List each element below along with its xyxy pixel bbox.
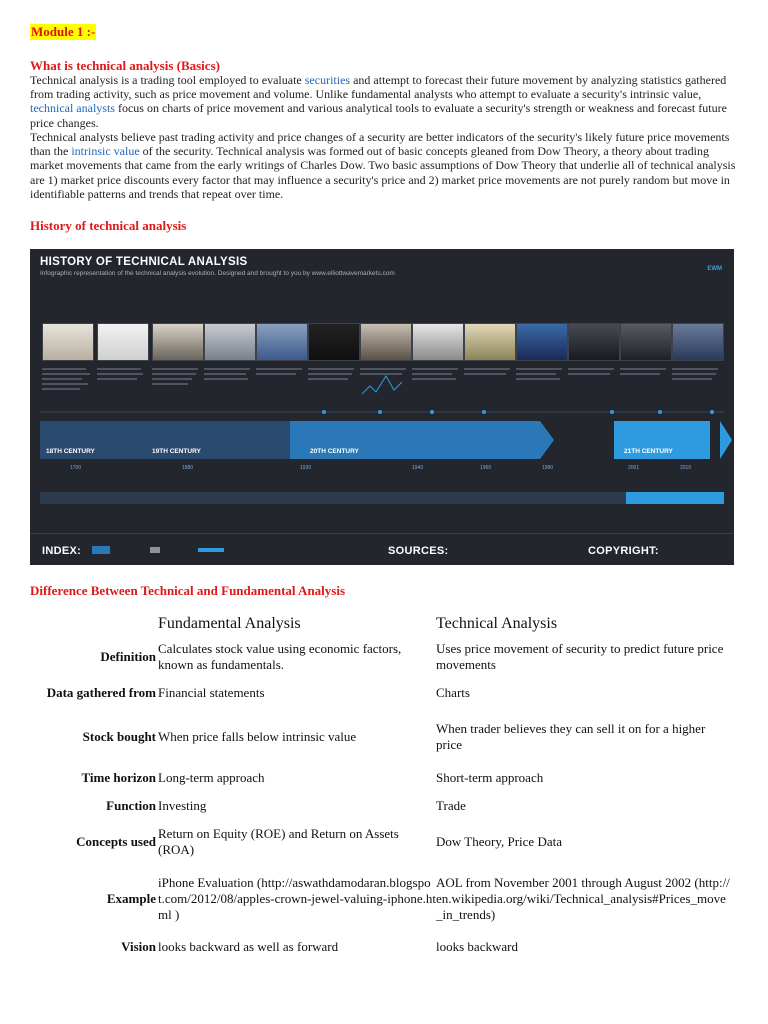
heading-difference: Difference Between Technical and Fundamental Analysis <box>30 583 346 598</box>
technical-cell: Charts <box>436 685 470 700</box>
fundamental-cell: looks backward as well as forward <box>158 939 339 954</box>
year-label: 2001 <box>628 465 640 471</box>
table-row <box>40 638 730 676</box>
table-header-row <box>40 612 730 638</box>
newspaper-image <box>204 323 256 361</box>
footer-index-label: INDEX: <box>42 545 82 557</box>
timeline-arrowhead <box>540 421 554 459</box>
year-label: 1700 <box>70 465 82 471</box>
footer-sources-label: SOURCES: <box>388 545 449 557</box>
table-row <box>40 710 730 764</box>
comparison-table <box>40 612 730 960</box>
row-label: Vision <box>121 939 156 954</box>
century-label-18th: 18TH CENTURY <box>46 448 95 455</box>
fundamental-cell: Calculates stock value using economic factors, known as fundamentals. <box>158 641 402 672</box>
para1-text-a: Technical analysis is a trading tool employed to evaluate <box>30 73 305 87</box>
year-label: 1960 <box>480 465 492 471</box>
table-row <box>40 792 730 820</box>
year-label: 1930 <box>300 465 312 471</box>
row-label: Function <box>106 798 156 813</box>
fundamental-cell: Return on Equity (ROE) and Return on Assets (ROA) <box>158 826 399 857</box>
empty-corner-cell <box>40 612 158 638</box>
heading-what-is-technical-analysis: What is technical analysis (Basics) <box>30 58 220 73</box>
infographic-subtitle: Infographic representation of the technical analysis evolution. Designed and brought to you by www.elliottwavemarkets.com <box>40 270 395 277</box>
infographic-footer <box>30 533 734 565</box>
row-label: Time horizon <box>81 770 156 785</box>
technical-cell: When trader believes they can sell it on for a higher price <box>436 721 706 752</box>
book-image <box>256 323 308 361</box>
table-row <box>40 764 730 792</box>
technical-cell: Short-term approach <box>436 770 544 785</box>
fundamental-cell: Investing <box>158 798 207 813</box>
module-label: Module 1 :- <box>31 24 96 39</box>
software-box-image <box>620 323 672 361</box>
column-header-fundamental: Fundamental Analysis <box>158 615 301 632</box>
intrinsic-value-link[interactable]: intrinsic value <box>71 144 140 159</box>
footer-copyright-label: COPYRIGHT: <box>588 545 659 557</box>
column-header-technical: Technical Analysis <box>436 615 558 632</box>
book-cover-image <box>464 323 516 361</box>
ewm-logo: EWM <box>707 266 722 272</box>
year-label: 1880 <box>182 465 194 471</box>
portrait-image <box>412 323 464 361</box>
para2-text-a: Technical analysts believe past trading activity and price changes of a security are better indicators of the security's likely future price movements than the <box>30 130 730 159</box>
portrait-strip <box>40 323 724 361</box>
row-label: Stock bought <box>82 729 156 744</box>
row-label: Data gathered from <box>46 685 156 700</box>
year-label: 1990 <box>542 465 554 471</box>
heading-history: History of technical analysis <box>30 218 187 233</box>
event-strip <box>40 492 724 504</box>
chart-image <box>308 323 360 361</box>
index-swatch <box>92 546 110 554</box>
table-row <box>40 820 730 864</box>
para1-text-b: and attempt to forecast their future movement by analyzing statistics gathered from trading activity, such as price movement and volume. Unlike fundamental analysts who attempt to evaluate a security's intrinsic value, <box>30 73 727 102</box>
century-label-19th: 19TH CENTURY <box>152 448 201 455</box>
fundamental-cell: Financial statements <box>158 685 265 700</box>
fundamental-cell: Long-term approach <box>158 770 265 785</box>
index-swatch <box>150 547 160 553</box>
infographic-title: HISTORY OF TECHNICAL ANALYSIS <box>40 256 248 268</box>
software-box-image <box>672 323 724 361</box>
row-label: Example <box>106 891 156 906</box>
technical-cell: AOL from November 2001 through August 2002 (http://en.wikipedia.org/wiki/Technical_analysis#Prices_move_in_trends) <box>436 875 730 922</box>
technical-analysts-link[interactable]: technical analysts <box>30 101 115 116</box>
technical-cell: Dow Theory, Price Data <box>436 834 562 849</box>
technical-cell: Trade <box>436 798 466 813</box>
century-label-20th: 20TH CENTURY <box>310 448 359 455</box>
fundamental-cell: iPhone Evaluation (http://aswathdamodaran.blogspot.com/2012/08/apples-crown-jewel-valuing-iphone.html ) <box>158 875 436 922</box>
paragraph-dow-theory <box>30 130 742 201</box>
history-infographic <box>30 249 734 565</box>
portrait-image <box>42 323 94 361</box>
century-label-21th: 21TH CENTURY <box>624 448 673 455</box>
para1-text-c: focus on charts of price movement and various analytical tools to evaluate a security's strength or weakness and forecast future price changes. <box>30 101 727 130</box>
table-row <box>40 676 730 710</box>
table-row <box>40 934 730 960</box>
portrait-image <box>152 323 204 361</box>
index-swatch <box>198 548 224 552</box>
table-row <box>40 864 730 934</box>
securities-link[interactable]: securities <box>304 73 351 87</box>
event-description-text <box>40 364 724 402</box>
fundamental-cell: When price falls below intrinsic value <box>158 729 357 744</box>
row-label: Definition <box>100 649 156 664</box>
para2-text-b: of the security. Technical analysis was formed out of basic concepts gleaned from Dow Theory, a theory about trading market movements that came from the early writings of Charles Dow. Two basic assumptions of Dow Theory that underlie all of technical analysis are 1) market price discounts every factor that may influence a security's price and 2) market price movements are not purely random but move in identifiable patterns and trends that repeat over time. <box>30 144 736 201</box>
event-strip-highlight <box>626 492 724 504</box>
timeline-arrowhead <box>720 421 732 459</box>
software-box-image <box>568 323 620 361</box>
portrait-image <box>360 323 412 361</box>
timeline-axis <box>40 404 724 420</box>
year-label: 1940 <box>412 465 424 471</box>
technical-cell: looks backward <box>436 939 518 954</box>
year-label: 2010 <box>680 465 692 471</box>
book-cover-image <box>516 323 568 361</box>
paragraph-definition <box>30 73 742 130</box>
row-label: Concepts used <box>76 834 156 849</box>
technical-cell: Uses price movement of security to predict future price movements <box>436 641 724 672</box>
chart-pattern-image <box>97 323 149 361</box>
